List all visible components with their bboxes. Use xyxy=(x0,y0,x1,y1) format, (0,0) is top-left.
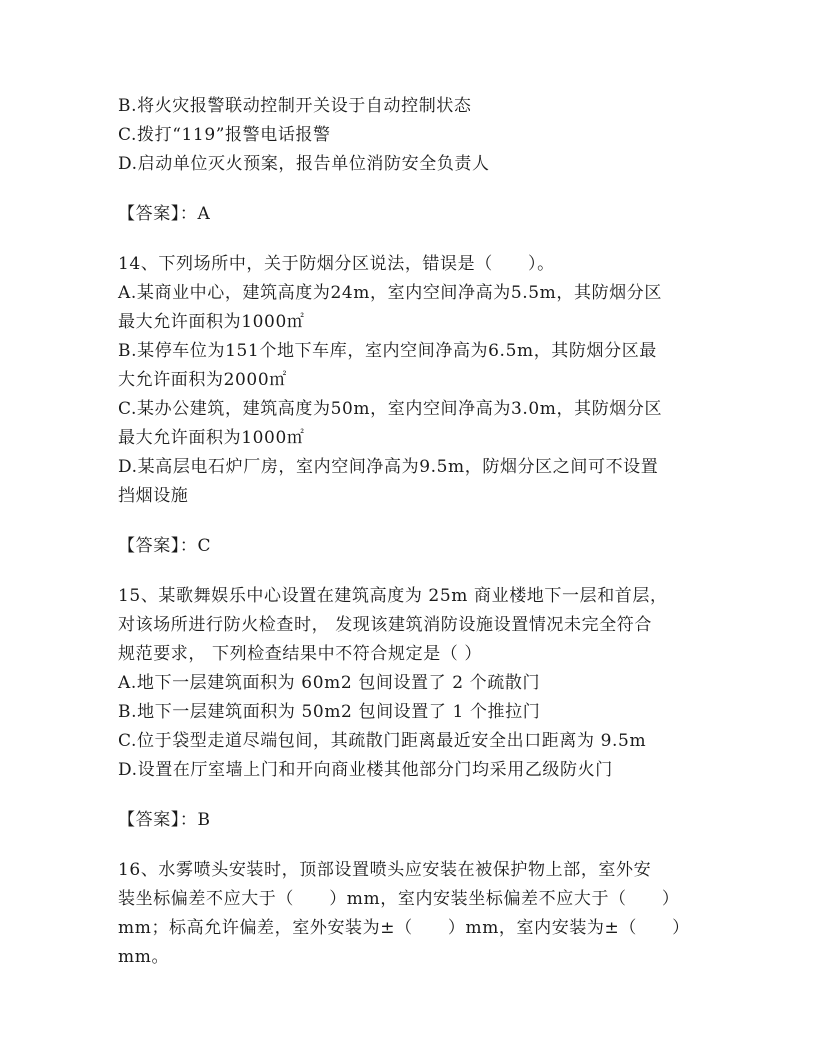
option-a: A.某商业中心，建筑高度为24m，室内空间净高为5.5m，其防烟分区 xyxy=(118,283,662,303)
option-c: C.位于袋型走道尽端包间，其疏散门距离最近安全出口距离为 9.5m xyxy=(118,731,647,751)
option-d: D.启动单位灭火预案，报告单位消防安全负责人 xyxy=(118,154,490,174)
question-13-options xyxy=(118,92,698,179)
question-16-stem-1: 16、水雾喷头安装时，顶部设置喷头应安装在被保护物上部，室外安 xyxy=(118,860,652,880)
option-b-cont: 大允许面积为2000㎡ xyxy=(118,370,287,390)
question-15-stem-1: 15、某歌舞娱乐中心设置在建筑高度为 25m 商业楼地下一层和首层， xyxy=(118,586,668,606)
question-16-stem-2: 装坐标偏差不应大于（ ）mm，室内安装坐标偏差不应大于（ ） xyxy=(118,889,680,909)
option-c: C.拨打“119”报警电话报警 xyxy=(118,125,331,145)
answer-13: 【答案】：A xyxy=(118,204,211,224)
option-d: D.某高层电石炉厂房，室内空间净高为9.5m，防烟分区之间可不设置 xyxy=(118,457,659,477)
question-16-stem-3: mm；标高允许偏差，室外安装为±（ ）mm，室内安装为±（ ） xyxy=(118,918,690,938)
question-14 xyxy=(118,250,698,511)
option-b: B.将火灾报警联动控制开关设于自动控制状态 xyxy=(118,96,472,116)
option-c-cont: 最大允许面积为1000㎡ xyxy=(118,428,305,448)
answer-14: 【答案】：C xyxy=(118,536,212,556)
question-14-stem: 14、下列场所中，关于防烟分区说法，错误是（ ）。 xyxy=(118,254,555,274)
document-page xyxy=(118,92,698,972)
option-b: B.地下一层建筑面积为 50m2 包间设置了 1 个推拉门 xyxy=(118,702,541,722)
option-c: C.某办公建筑，建筑高度为50m，室内空间净高为3.0m，其防烟分区 xyxy=(118,399,663,419)
question-16 xyxy=(118,856,698,972)
option-a-cont: 最大允许面积为1000㎡ xyxy=(118,312,305,332)
question-15-stem-2: 对该场所进行防火检查时， 发现该建筑消防设施设置情况未完全符合 xyxy=(118,615,653,635)
option-a: A.地下一层建筑面积为 60m2 包间设置了 2 个疏散门 xyxy=(118,673,541,693)
option-d-cont: 挡烟设施 xyxy=(118,486,189,506)
question-15 xyxy=(118,582,698,785)
option-d: D.设置在厅室墙上门和开向商业楼其他部分门均采用乙级防火门 xyxy=(118,760,613,780)
answer-15: 【答案】：B xyxy=(118,810,211,830)
question-15-stem-3: 规范要求， 下列检查结果中不符合规定是（ ） xyxy=(118,644,483,664)
option-b: B.某停车位为151个地下车库，室内空间净高为6.5m，其防烟分区最 xyxy=(118,341,657,361)
question-16-stem-4: mm。 xyxy=(118,947,170,967)
